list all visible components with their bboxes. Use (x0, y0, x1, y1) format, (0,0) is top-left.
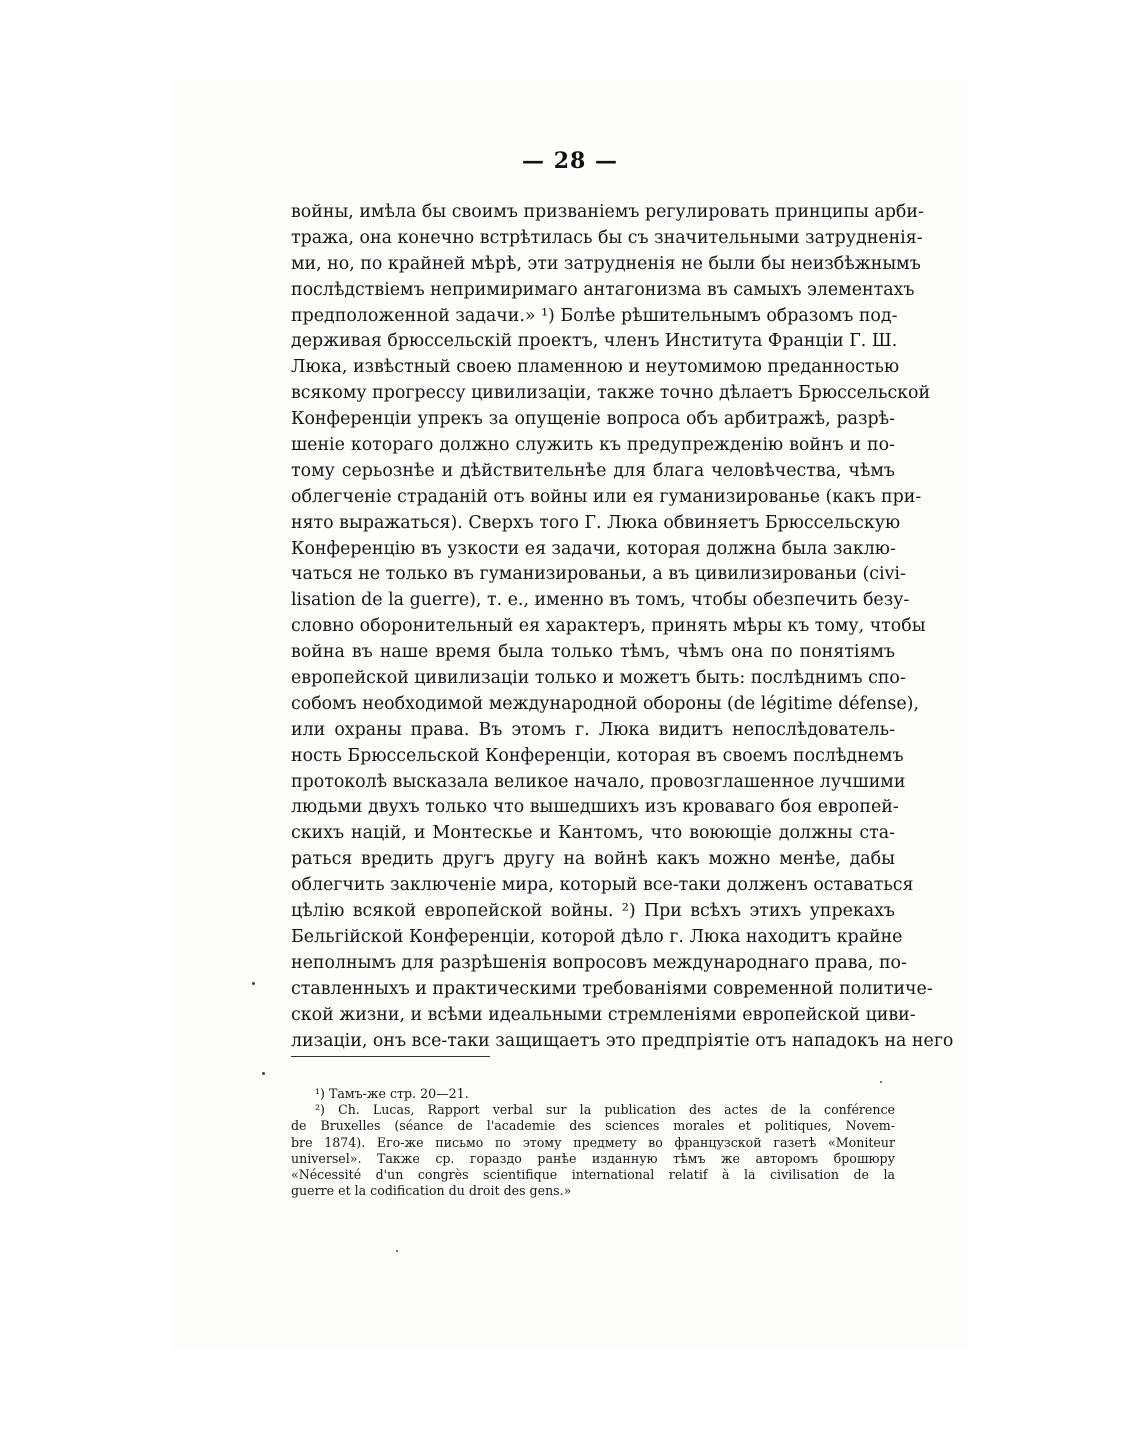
text-line: послѣдствіемъ непримиримаго антагонизма въ самыхъ элементахъ (291, 279, 915, 300)
text-line: ность Брюссельской Конференціи, которая въ своемъ послѣднемъ (291, 745, 904, 766)
text-line: lisation de la guerre), т. е., именно въ томъ, чтобы обезпечить безу- (291, 590, 910, 611)
text-line: тража, она конечно встрѣтилась бы съ значительными затрудненія- (291, 227, 923, 248)
page-number: — 28 — (522, 148, 618, 174)
scan-speck (262, 1072, 265, 1075)
text-line: словно оборонительный ея характеръ, принять мѣры къ тому, чтобы (291, 616, 926, 637)
text-line: облегчить заключеніе мира, который все-таки долженъ оставаться (291, 875, 914, 896)
footnote-2-line: ²) Ch. Lucas, Rapport verbal sur la publication des actes de la conférence (315, 1102, 895, 1118)
footnote-2-line: «Nécessité d'un congrès scientifique international relatif à la civilisation de la (291, 1166, 895, 1182)
text-line: ми, но, по крайней мѣрѣ, эти затрудненія не были бы неизбѣжнымъ (291, 253, 921, 274)
text-line: Бельгійской Конференціи, которой дѣло г. Люка находитъ крайне (291, 926, 903, 947)
text-line: предположенной задачи.» ¹) Болѣе рѣшительнымъ образомъ под- (291, 305, 898, 326)
text-line: неполнымъ для разрѣшенія вопросовъ международнаго права, по- (291, 952, 907, 973)
text-line: или охраны права. Въ этомъ г. Люка видитъ непослѣдователь- (291, 719, 895, 740)
text-line: шеніе котораго должно служить къ предупрежденію войнъ и по- (291, 435, 895, 456)
text-line: тому серьознѣе и дѣйствительнѣе для блага человѣчества, чѣмъ (291, 460, 895, 481)
text-line: держивая брюссельскій проектъ, членъ Института Франціи Г. Ш. (291, 331, 898, 352)
text-line: нято выражаться). Сверхъ того Г. Люка обвиняетъ Брюссельскую (291, 512, 901, 533)
text-line: скихъ націй, и Монтескье и Кантомъ, что воюющіе должны ста- (291, 823, 895, 844)
body-text (291, 200, 954, 1054)
scan-speck (880, 1081, 882, 1083)
footnote-1: ¹) Тамъ-же стр. 20—21. (315, 1086, 469, 1101)
text-line: чаться не только въ гуманизированьи, а въ цивилизированьи (civi- (291, 564, 906, 585)
text-line: Конференціи упрекъ за опущеніе вопроса объ арбитражѣ, разрѣ- (291, 409, 895, 430)
text-line: Люка, извѣстный своею пламенною и неутомимою преданностью (291, 357, 900, 378)
text-line: европейской цивилизаціи только и можетъ быть: послѣднимъ спо- (291, 668, 906, 689)
footnote-2-line: bre 1874). Его-же письмо по этому предмету во французской газетѣ «Moniteur (291, 1134, 895, 1150)
text-line: войны, имѣла бы своимъ призваніемъ регулировать принципы арби- (291, 202, 924, 222)
text-line: Конференцію въ узкости ея задачи, которая должна была заклю- (291, 538, 896, 559)
footnote-2-line: guerre et la codification du droit des gens.» (291, 1183, 572, 1199)
scan-speck (396, 1250, 398, 1252)
text-line: людьми двухъ только что вышедшихъ изъ кроваваго боя европей- (291, 797, 899, 818)
text-line: раться вредить другъ другу на войнѣ какъ можно менѣе, дабы (291, 849, 895, 870)
text-line: ской жизни, и всѣми идеальными стремленіями европейской циви- (291, 1004, 916, 1025)
text-line: протоколѣ высказала великое начало, провозглашенное лучшими (291, 771, 906, 792)
text-line: всякому прогрессу цивилизаціи, также точно дѣлаетъ Брюссельской (291, 383, 931, 404)
text-line: лизаціи, онъ все-таки защищаетъ это предпріятіе отъ нападокъ на него (291, 1030, 954, 1051)
text-line: цѣлію всякой европейской войны. ²) При всѣхъ этихъ упрекахъ (291, 901, 895, 922)
footnote-2-line: de Bruxelles (séance de l'academie des sciences morales et politiques, Novem- (291, 1118, 895, 1134)
text-line: ставленныхъ и практическими требованіями современной политиче- (291, 978, 933, 999)
text-line: война въ наше время была только тѣмъ, чѣмъ она по понятіямъ (291, 642, 895, 663)
footnote-2-line: universel». Также ср. гораздо ранѣе изданную тѣмъ же авторомъ брошюру (291, 1150, 895, 1166)
scan-speck (252, 982, 255, 985)
footnotes (291, 1086, 895, 1199)
text-line: облегченіе страданій отъ войны или ея гуманизированье (какъ при- (291, 486, 922, 507)
text-line: собомъ необходимой международной обороны (de légitime défense), (291, 693, 919, 714)
footnote-separator (291, 1056, 490, 1057)
